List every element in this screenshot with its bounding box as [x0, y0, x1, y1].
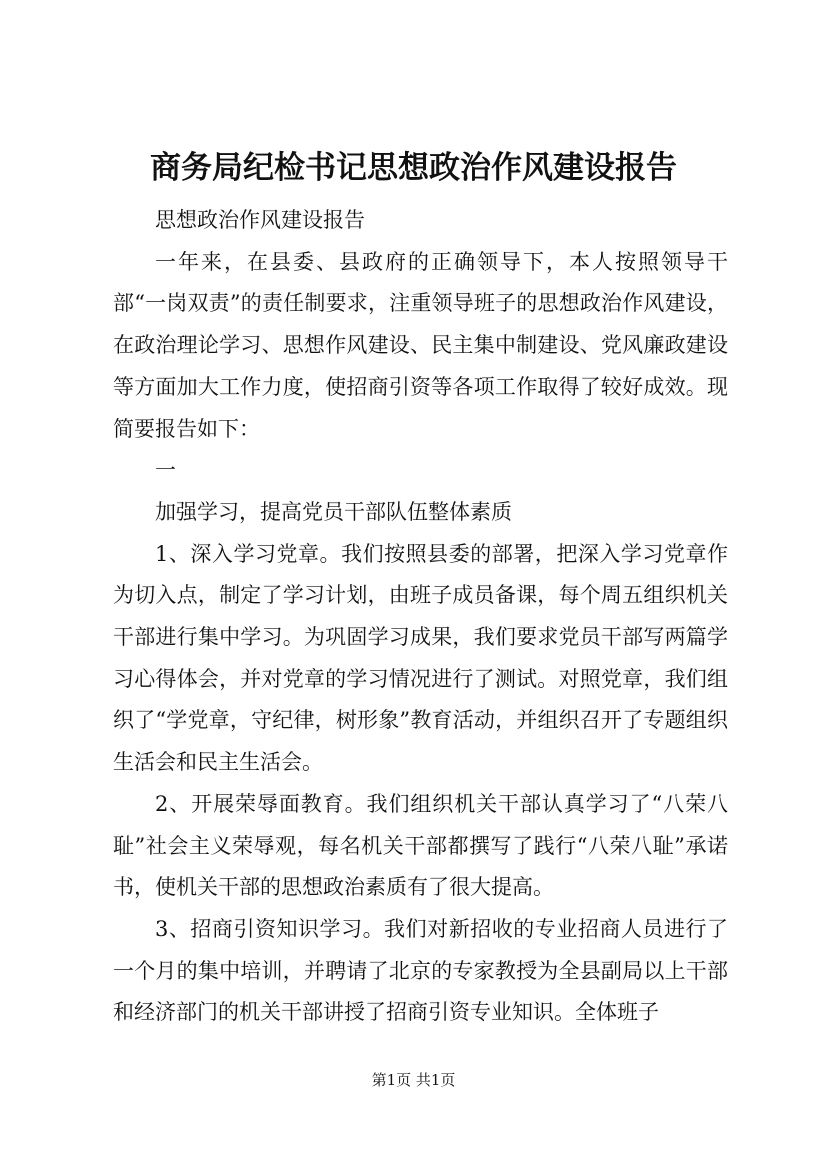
paragraph-intro: 一年来，在县委、县政府的正确领导下，本人按照领导干部“一岗双责”的责任制要求，注重领导班子的思想政治作风建设，在政治理论学习、思想作风建设、民主集中制建设、党风廉政建设等方面加大工作力度，使招商引资等各项工作取得了较好成效。现简要报告如下： — [113, 249, 728, 441]
section-heading: 加强学习，提高党员干部队伍整体素质 — [155, 499, 512, 524]
paragraph-item-1: 1、深入学习党章。我们按照县委的部署，把深入学习党章作为切入点，制定了学习计划，由班子成员备课，每个周五组织机关干部进行集中学习。为巩固学习成果，我们要求党员干部写两篇学习心得体会，并对党章的学习情况进行了测试。对照党章，我们组织了“学党章，守纪律，树形象”教育活动，并组织召开了专题组织生活会和民主生活会。 — [113, 541, 728, 775]
paragraph-item-2: 2、开展荣辱面教育。我们组织机关干部认真学习了“八荣八耻”社会主义荣辱观，每名机关干部都撰写了践行“八荣八耻”承诺书，使机关干部的思想政治素质有了很大提高。 — [113, 791, 728, 900]
paragraph-subtitle: 思想政治作风建设报告 — [155, 208, 365, 232]
document-body — [113, 200, 728, 1034]
paragraph-item-3: 3、招商引资知识学习。我们对新招收的专业招商人员进行了一个月的集中培训，并聘请了北京的专家教授为全县副局以上干部和经济部门的机关干部讲授了招商引资专业知识。全体班子 — [113, 916, 728, 1025]
document-title: 商务局纪检书记思想政治作风建设报告 — [150, 150, 677, 186]
page-footer: 第1页 共1页 — [371, 1071, 456, 1089]
section-number: 一 — [155, 458, 176, 483]
